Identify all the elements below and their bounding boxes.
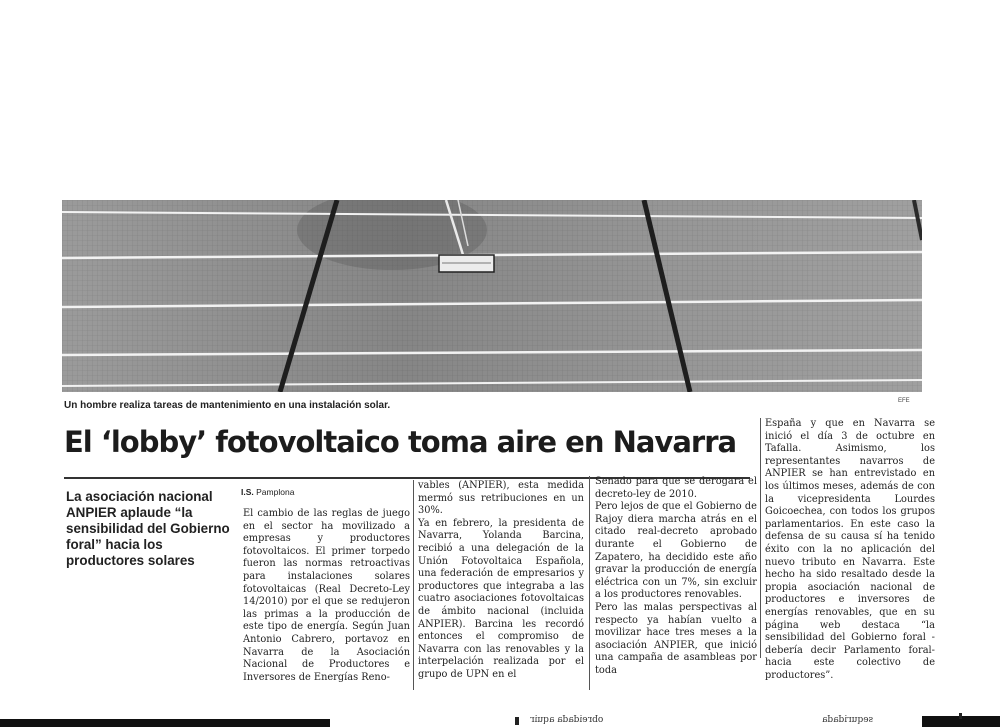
- article-column-2: vables (ANPIER), esta medida mermó sus retribuciones en un 30%. Ya en febrero, la presidenta de Navarra, Yolanda Barcina, recibió a una delegación de la Unión Fotovoltaica Española, una federación de empresarios y productores que integraba a las cuatro asociaciones fotovoltaicas de ámbito nacional (incluida ANPIER). Barcina les recordó entonces el compromiso de Navarra con las renovables y la interpelación realizada por el grupo de UPN en el: [418, 480, 584, 680]
- subhead: La asociación nacional ANPIER aplaude “la sensibilidad del Gobierno foral” hacia los productores solares: [66, 489, 230, 568]
- byline-author: I.S.: [241, 487, 254, 497]
- photo-credit: EFE: [898, 398, 910, 404]
- photo-caption: Un hombre realiza tareas de mantenimiento en una instalación solar.: [64, 400, 391, 411]
- column-divider: [760, 418, 761, 658]
- column-divider: [589, 476, 590, 690]
- bleed-through-text: ɹᴉnbɐ ɐpɐpᴉǝɹqo: [530, 714, 604, 724]
- article-column-1: El cambio de las reglas de juego en el sector ha movilizado a empresas y productores fotovoltaicos. El primer torpedo fueron las normas retroactivas para instalaciones solares fotovoltaicas (Real Decreto-Ley 14/2010) por el que se redujeron las primas a la producción de este tipo de energía. Según Juan Antonio Cabrero, portavoz en Navarra de la Asociación Nacional de Productores e Inversores de Energías Reno-: [243, 508, 410, 683]
- bleed-through-text: ɐpɐpᴉɹnbǝs: [822, 714, 874, 724]
- column-divider: [413, 480, 414, 690]
- solar-panel-photo: [62, 200, 922, 392]
- article-column-4: España y que en Navarra se inició el día 3 de octubre en Tafalla. Asimismo, los representantes navarros de ANPIER se han entrevistado en los últimos meses, además de con la vicepresidenta Lourdes Goicoechea, con todos los grupos parlamentarios. En este caso la defensa de su causa sí ha tenido éxito con la no aplicación del nuevo tributo en Navarra. Este hecho ha sido resaltado desde la propia asociación nacional de productores e inversores de energías renovables, que en su página web destaca “la sensibilidad del Gobierno foral -debería decir Parlamento foral- hacia este colectivo de productores”.: [765, 418, 935, 681]
- byline-place: Pamplona: [256, 487, 295, 497]
- headline: El ‘lobby’ fotovoltaico toma aire en Navarra: [64, 425, 737, 459]
- solar-panel-image: [62, 200, 922, 392]
- byline: [241, 487, 294, 497]
- article-column-3: Senado para que se derogara el decreto-ley de 2010. Pero lejos de que el Gobierno de Rajoy diera marcha atrás en el citado real-decreto aprobado durante el Gobierno de Zapatero, ha decidido este año gravar la producción de energía eléctrica con un 7%, sin excluir a los productores renovables. Pero las malas perspectivas al respecto ya habían vuelto a movilizar hace tres meses a la asociación ANPIER, que inició una campaña de asambleas por toda: [595, 476, 757, 676]
